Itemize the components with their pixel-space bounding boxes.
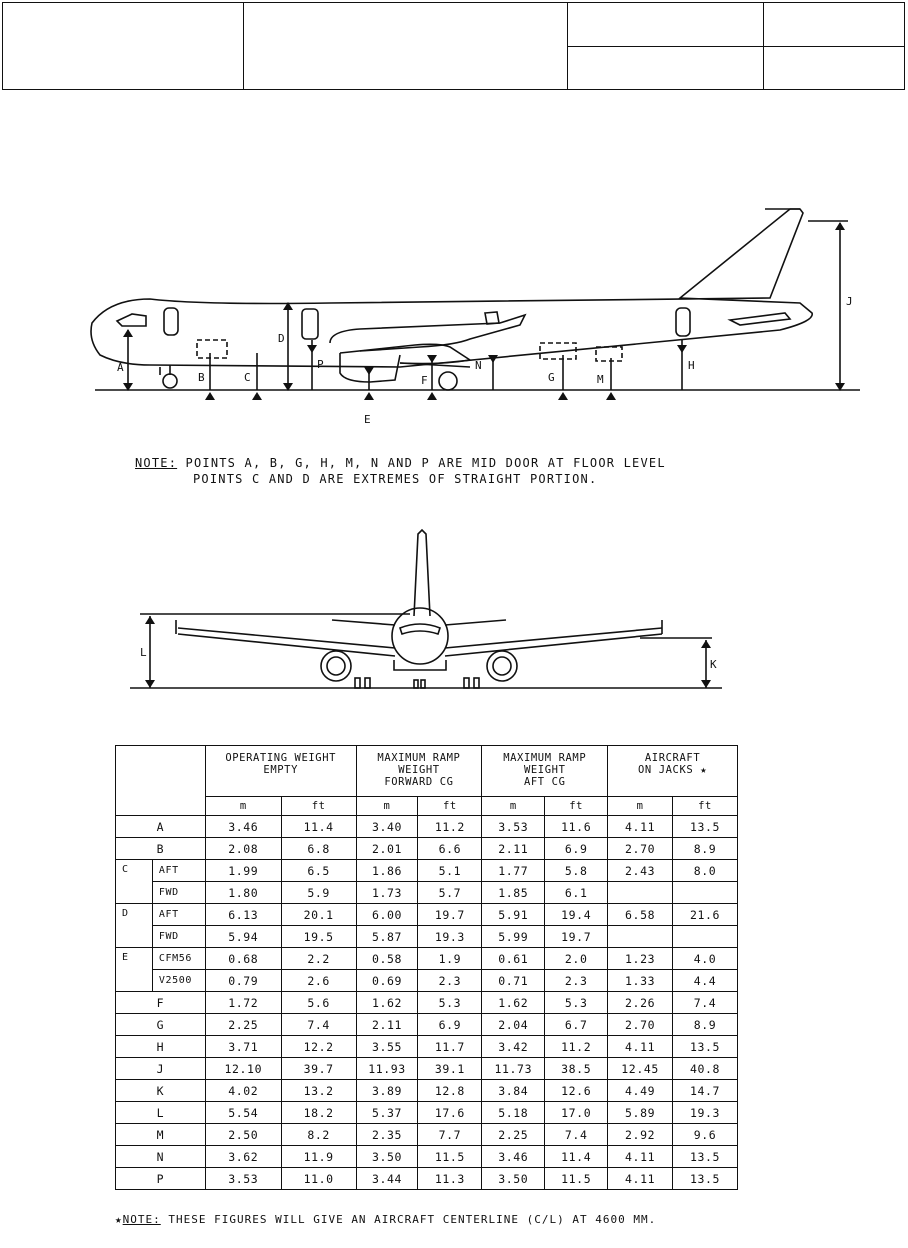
table-cell: 6.9: [418, 1014, 482, 1036]
table-row: [116, 1146, 738, 1168]
table-row: [116, 904, 738, 926]
table-cell: 4.11: [608, 1036, 673, 1058]
label-l: L: [140, 646, 147, 659]
table-cell: 3.50: [356, 1146, 418, 1168]
table-row: [116, 948, 738, 970]
table-cell: 19.5: [281, 926, 356, 948]
table-cell: 2.01: [356, 838, 418, 860]
table-cell: 3.44: [356, 1168, 418, 1190]
row-label: K: [116, 1080, 206, 1102]
table-cell: 7.4: [673, 992, 738, 1014]
table-cell: 5.3: [418, 992, 482, 1014]
table-cell: 2.2: [281, 948, 356, 970]
table-cell: 3.53: [482, 816, 545, 838]
table-cell: 1.85: [482, 882, 545, 904]
table-row: [116, 1168, 738, 1190]
label-g: G: [548, 371, 555, 384]
table-cell: 20.1: [281, 904, 356, 926]
document-header-table: [2, 2, 905, 90]
header-oew: OPERATING WEIGHT EMPTY: [205, 746, 356, 797]
table-cell: 6.7: [545, 1014, 608, 1036]
table-cell: 2.25: [482, 1124, 545, 1146]
aircraft-side-view-diagram: [0, 195, 908, 435]
table-cell: 3.84: [482, 1080, 545, 1102]
table-row: [116, 1124, 738, 1146]
table-cell: [608, 882, 673, 904]
table-cell: 14.7: [673, 1080, 738, 1102]
table-cell: 0.71: [482, 970, 545, 992]
table-cell: 3.50: [482, 1168, 545, 1190]
dimension-table-body: [116, 816, 738, 1190]
table-cell: 11.9: [281, 1146, 356, 1168]
table-cell: 4.0: [673, 948, 738, 970]
table-cell: 18.2: [281, 1102, 356, 1124]
table-cell: 5.89: [608, 1102, 673, 1124]
row-label: A: [116, 816, 206, 838]
table-cell: 6.58: [608, 904, 673, 926]
table-cell: 13.5: [673, 1168, 738, 1190]
group-label: E: [116, 948, 153, 992]
table-cell: 12.2: [281, 1036, 356, 1058]
table-cell: 3.46: [482, 1146, 545, 1168]
row-label: M: [116, 1124, 206, 1146]
table-cell: 6.8: [281, 838, 356, 860]
table-cell: 2.70: [608, 1014, 673, 1036]
table-cell: 0.68: [205, 948, 281, 970]
row-label: V2500: [152, 970, 205, 992]
table-cell: 9.6: [673, 1124, 738, 1146]
table-cell: 2.6: [281, 970, 356, 992]
label-k: K: [710, 658, 717, 671]
table-cell: 5.37: [356, 1102, 418, 1124]
table-cell: 11.5: [545, 1168, 608, 1190]
row-label: P: [116, 1168, 206, 1190]
table-cell: 0.79: [205, 970, 281, 992]
footnote-prefix: NOTE:: [122, 1213, 161, 1226]
table-cell: 5.3: [545, 992, 608, 1014]
table-cell: 5.91: [482, 904, 545, 926]
table-cell: 13.2: [281, 1080, 356, 1102]
table-cell: 2.50: [205, 1124, 281, 1146]
table-cell: 5.54: [205, 1102, 281, 1124]
table-cell: 19.3: [418, 926, 482, 948]
table-cell: 5.94: [205, 926, 281, 948]
table-cell: 3.40: [356, 816, 418, 838]
table-cell: 3.53: [205, 1168, 281, 1190]
table-row: [116, 1102, 738, 1124]
table-cell: 6.5: [281, 860, 356, 882]
table-cell: 5.87: [356, 926, 418, 948]
table-cell: 19.4: [545, 904, 608, 926]
table-cell: 2.04: [482, 1014, 545, 1036]
row-label: FWD: [152, 926, 205, 948]
table-cell: 4.11: [608, 1146, 673, 1168]
row-label: CFM56: [152, 948, 205, 970]
header-cell-2: [244, 3, 568, 90]
label-f: F: [421, 374, 428, 387]
table-cell: 1.9: [418, 948, 482, 970]
table-cell: 11.4: [281, 816, 356, 838]
table-cell: 8.9: [673, 1014, 738, 1036]
table-row: [116, 882, 738, 904]
table-cell: 5.8: [545, 860, 608, 882]
table-cell: 5.7: [418, 882, 482, 904]
label-n: N: [475, 359, 482, 372]
nose-gear-wheel: [163, 374, 177, 388]
table-cell: 3.55: [356, 1036, 418, 1058]
table-cell: 38.5: [545, 1058, 608, 1080]
wing-outline: [330, 315, 525, 351]
table-header-row: [116, 746, 738, 797]
table-cell: 2.11: [482, 838, 545, 860]
row-label: G: [116, 1014, 206, 1036]
group-label: D: [116, 904, 153, 948]
label-d: D: [278, 332, 285, 345]
table-cell: 11.4: [545, 1146, 608, 1168]
table-row: [116, 860, 738, 882]
table-row: [116, 1036, 738, 1058]
row-label: AFT: [152, 904, 205, 926]
row-label: AFT: [152, 860, 205, 882]
table-cell: 11.6: [545, 816, 608, 838]
table-cell: [673, 882, 738, 904]
left-engine: [321, 651, 351, 681]
table-cell: 40.8: [673, 1058, 738, 1080]
table-cell: 5.9: [281, 882, 356, 904]
row-label: J: [116, 1058, 206, 1080]
table-row: [116, 992, 738, 1014]
table-row: [116, 816, 738, 838]
row-label: F: [116, 992, 206, 1014]
footnote-text: THESE FIGURES WILL GIVE AN AIRCRAFT CENTERLINE (C/L) AT 4600 MM.: [160, 1213, 657, 1226]
table-cell: 11.7: [418, 1036, 482, 1058]
table-cell: [608, 926, 673, 948]
table-cell: 5.99: [482, 926, 545, 948]
right-engine: [487, 651, 517, 681]
table-cell: 1.80: [205, 882, 281, 904]
table-cell: 4.02: [205, 1080, 281, 1102]
table-cell: 5.6: [281, 992, 356, 1014]
table-cell: 8.0: [673, 860, 738, 882]
table-cell: 2.08: [205, 838, 281, 860]
table-cell: 19.7: [545, 926, 608, 948]
table-cell: 4.4: [673, 970, 738, 992]
table-cell: 1.73: [356, 882, 418, 904]
table-cell: 2.3: [418, 970, 482, 992]
table-cell: 2.3: [545, 970, 608, 992]
table-row: [116, 926, 738, 948]
label-j: J: [846, 295, 853, 308]
table-cell: 3.62: [205, 1146, 281, 1168]
table-row: [116, 970, 738, 992]
label-c: C: [244, 371, 251, 384]
row-label: L: [116, 1102, 206, 1124]
table-cell: 0.61: [482, 948, 545, 970]
note-prefix: NOTE:: [135, 456, 178, 470]
header-cell-5: [568, 46, 764, 90]
header-jacks: AIRCRAFT ON JACKS ★: [608, 746, 738, 797]
table-cell: 6.9: [545, 838, 608, 860]
table-cell: 6.1: [545, 882, 608, 904]
table-cell: 11.73: [482, 1058, 545, 1080]
table-footnote: [115, 1213, 656, 1226]
table-cell: 12.45: [608, 1058, 673, 1080]
table-cell: [673, 926, 738, 948]
horizontal-stabilizer: [730, 313, 790, 325]
table-cell: 8.9: [673, 838, 738, 860]
table-cell: 6.6: [418, 838, 482, 860]
table-cell: 4.11: [608, 816, 673, 838]
table-cell: 13.5: [673, 1146, 738, 1168]
label-m: M: [597, 373, 604, 386]
table-cell: 1.86: [356, 860, 418, 882]
table-cell: 13.5: [673, 816, 738, 838]
header-mrw-fwd: MAXIMUM RAMP WEIGHT FORWARD CG: [356, 746, 482, 797]
table-cell: 39.7: [281, 1058, 356, 1080]
table-cell: 1.99: [205, 860, 281, 882]
table-cell: 12.6: [545, 1080, 608, 1102]
table-cell: 12.8: [418, 1080, 482, 1102]
table-cell: 12.10: [205, 1058, 281, 1080]
label-p: P: [317, 358, 324, 371]
table-cell: 11.0: [281, 1168, 356, 1190]
table-cell: 2.11: [356, 1014, 418, 1036]
footnote-star: ★: [115, 1213, 123, 1226]
table-cell: 11.2: [418, 816, 482, 838]
row-label: B: [116, 838, 206, 860]
header-cell-1: [3, 3, 244, 90]
note-line-1: POINTS A, B, G, H, M, N AND P ARE MID DOOR AT FLOOR LEVEL: [177, 456, 666, 470]
cockpit-window: [117, 314, 146, 326]
table-cell: 2.43: [608, 860, 673, 882]
row-label: H: [116, 1036, 206, 1058]
group-label: C: [116, 860, 153, 904]
table-cell: 2.35: [356, 1124, 418, 1146]
table-cell: 3.42: [482, 1036, 545, 1058]
table-cell: 3.71: [205, 1036, 281, 1058]
table-cell: 1.23: [608, 948, 673, 970]
table-cell: 4.11: [608, 1168, 673, 1190]
table-cell: 5.18: [482, 1102, 545, 1124]
vertical-tail-front: [414, 530, 430, 616]
table-cell: 17.6: [418, 1102, 482, 1124]
header-cell-4: [764, 3, 905, 47]
table-cell: 0.69: [356, 970, 418, 992]
side-view-note: [135, 455, 666, 487]
table-cell: 8.2: [281, 1124, 356, 1146]
table-cell: 11.93: [356, 1058, 418, 1080]
label-e: E: [364, 413, 371, 426]
header-cell-3: [568, 3, 764, 47]
table-row: [116, 1058, 738, 1080]
table-cell: 3.46: [205, 816, 281, 838]
table-cell: 21.6: [673, 904, 738, 926]
table-cell: 6.13: [205, 904, 281, 926]
label-a: A: [117, 361, 124, 374]
table-cell: 11.5: [418, 1146, 482, 1168]
table-cell: 0.58: [356, 948, 418, 970]
table-row: [116, 838, 738, 860]
table-cell: 1.33: [608, 970, 673, 992]
table-cell: 7.4: [545, 1124, 608, 1146]
row-label: N: [116, 1146, 206, 1168]
dimension-table: [115, 745, 738, 1190]
table-cell: 3.89: [356, 1080, 418, 1102]
label-b: B: [198, 371, 205, 384]
table-cell: 11.2: [545, 1036, 608, 1058]
table-cell: 1.72: [205, 992, 281, 1014]
header-blank: [116, 746, 206, 816]
table-cell: 5.1: [418, 860, 482, 882]
table-cell: 13.5: [673, 1036, 738, 1058]
table-cell: 2.25: [205, 1014, 281, 1036]
table-row: [116, 1014, 738, 1036]
table-cell: 17.0: [545, 1102, 608, 1124]
table-cell: 7.7: [418, 1124, 482, 1146]
note-line-2: POINTS C AND D ARE EXTREMES OF STRAIGHT PORTION.: [193, 472, 598, 486]
fuselage-section: [392, 608, 448, 664]
table-row: [116, 1080, 738, 1102]
table-cell: 6.00: [356, 904, 418, 926]
table-cell: 2.92: [608, 1124, 673, 1146]
aircraft-front-view-diagram: [0, 520, 908, 700]
table-cell: 1.62: [356, 992, 418, 1014]
table-cell: 2.70: [608, 838, 673, 860]
table-cell: 1.62: [482, 992, 545, 1014]
table-cell: 2.26: [608, 992, 673, 1014]
main-gear-wheel: [439, 372, 457, 390]
row-label: FWD: [152, 882, 205, 904]
header-mrw-aft: MAXIMUM RAMP WEIGHT AFT CG: [482, 746, 608, 797]
header-cell-6: [764, 46, 905, 90]
table-cell: 39.1: [418, 1058, 482, 1080]
table-cell: 19.3: [673, 1102, 738, 1124]
table-cell: 7.4: [281, 1014, 356, 1036]
table-units-row: m ft m ft m ft m ft: [116, 797, 738, 816]
table-cell: 2.0: [545, 948, 608, 970]
table-cell: 11.3: [418, 1168, 482, 1190]
table-cell: 19.7: [418, 904, 482, 926]
table-cell: 4.49: [608, 1080, 673, 1102]
table-cell: 1.77: [482, 860, 545, 882]
label-h: H: [688, 359, 695, 372]
